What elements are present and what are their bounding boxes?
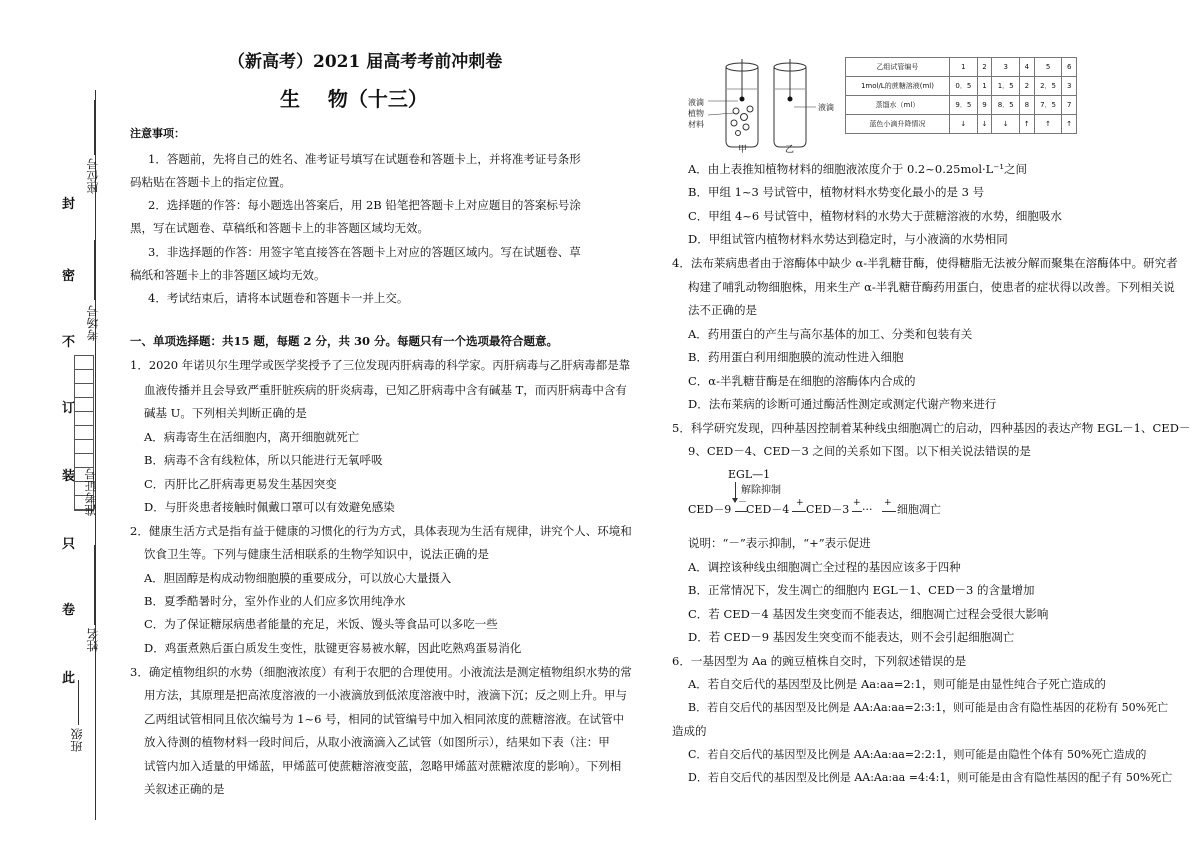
admission-number-label: 准考证号 (84, 468, 98, 516)
drop-a-icon (740, 97, 745, 102)
option-line: B．甲组 1~3 号试管中，植物材料水势变化最小的是 3 号 (688, 185, 985, 199)
table-cell: 2 (1020, 77, 1034, 96)
question-line: 构建了哺乳动物细胞株，用来生产 α-半乳糖苷酶药用蛋白，使患者的症状得以改善。下列相关说 (688, 280, 1175, 294)
legend-line: 说明：“－”表示抑制，“+”表示促进 (688, 536, 871, 550)
note-line: 3．非选择题的作答：用签字笔直接答在答题卡上对应的答题区域内。写在试题卷、草 (148, 245, 581, 259)
option-line: D．甲组试管内植物材料水势达到稳定时，与小液滴的水势相同 (688, 232, 1008, 246)
table-cell: ↓ (992, 115, 1020, 134)
table-row (846, 96, 1077, 115)
binding-char-4: 订 (62, 401, 76, 416)
option-line: B．夏季酷暑时分，室外作业的人们应多饮用纯净水 (144, 594, 406, 608)
table-row-header: 乙组试管编号 (846, 58, 950, 77)
question-line: 血液传播并且会导致严重肝脏疾病的肝炎病毒，已知乙肝病毒中含有碱基 T，而丙肝病毒中含有 (144, 383, 627, 397)
pathway-minus: － (738, 498, 748, 508)
option-line: A．由上表推知植物材料的细胞液浓度介于 0.2~0.25mol·L⁻¹之间 (688, 162, 1027, 176)
question-line: 4．法布莱病患者由于溶酶体中缺少 α-半乳糖苷酶，使得糖脂无法被分解而聚集在溶酶体中。研究者 (672, 256, 1178, 270)
table-row-header: 蒸馏水（ml） (846, 96, 950, 115)
table-cell: 4 (1020, 58, 1034, 77)
question-line: 1．2020 年诺贝尔生理学或医学奖授予了三位发现丙肝病毒的科学家。丙肝病毒与乙肝病毒都是靠 (130, 358, 631, 372)
table-cell: 7 (1062, 96, 1077, 115)
option-line: B．药用蛋白利用细胞膜的流动性进入细胞 (688, 350, 904, 364)
option-line: 造成的 (672, 724, 707, 738)
note-line: 码粘贴在答题卡上的指定位置。 (130, 175, 291, 189)
room-number-label: 考场号 (86, 305, 100, 341)
binding-char-8: 此 (62, 671, 76, 686)
option-line: B．病毒不含有线粒体，所以只能进行无氧呼吸 (144, 453, 383, 467)
question-line: 法不正确的是 (688, 303, 757, 317)
pathway-ced3: CED－3 (806, 503, 850, 516)
option-line: D．法布莱病的诊断可通过酶活性测定或测定代谢产物来进行 (688, 397, 997, 411)
table-cell: 9．5 (949, 96, 977, 115)
option-line: C．丙肝比乙肝病毒更易发生基因突变 (144, 477, 337, 491)
table-cell: 3 (1062, 77, 1077, 96)
table-row-header: 蓝色小滴升降情况 (846, 115, 950, 134)
option-line: C．甲组 4~6 号试管中，植物材料的水势大于蔗糖溶液的水势，细胞吸水 (688, 209, 1062, 223)
note-line: 黑，写在试题卷、草稿纸和答题卡上的非答题区域均无效。 (130, 221, 429, 235)
binding-char-6: 只 (62, 537, 76, 552)
option-line: A．若自交后代的基因型及比例是 Aa:aa=2:1，则可能是由显性纯合子死亡造成的 (688, 677, 1106, 691)
table-cell: 7．5 (1034, 96, 1062, 115)
question-line: 放入待测的植物材料一段时间后，从取小液滴滴入乙试管（如图所示），结果如下表（注：甲 (144, 735, 610, 749)
question-line: 5．科学研究发现，四种基因控制着某种线虫细胞凋亡的启动，四种基因的表达产物 EGL－1、CED－ (672, 421, 1191, 435)
binding-char-2: 密 (62, 269, 76, 284)
note-line: 1．答题前，先将自己的姓名、准考证号填写在试题卷和答题卡上，并将准考证号条形 (148, 152, 581, 166)
pathway-ced4: CED－4 (746, 503, 790, 516)
table-cell: 5 (1034, 58, 1062, 77)
option-line: A．药用蛋白的产生与高尔基体的加工、分类和包装有关 (688, 327, 973, 341)
note-line: 2．选择题的作答：每小题选出答案后，用 2B 铅笔把答题卡上对应题目的答案标号涂 (148, 198, 581, 212)
name-label: 姓名 (86, 628, 100, 652)
class-label: 班级 (70, 728, 84, 752)
option-line: C．若自交后代的基因型及比例是 AA:Aa:aa=2:2:1，则可能是由隐性个体有 50%死亡造成的 (688, 748, 1147, 761)
question-line: 乙两组试管相同且依次编号为 1~6 号，相同的试管编号中加入相同浓度的蔗糖溶液。在试管中 (144, 712, 625, 726)
table-cell: ↓ (949, 115, 977, 134)
pathway-arrow-3 (852, 511, 862, 512)
table-cell: 8．5 (992, 96, 1020, 115)
pathway-plus-1: + (796, 498, 804, 508)
option-line: A．调控该种线虫细胞凋亡全过程的基因应该多于四种 (688, 560, 961, 574)
question-line: 碱基 U。下列相关判断正确的是 (144, 406, 307, 420)
question-line: 2．健康生活方式是指有益于健康的习惯化的行为方式，具体表现为生活有规律，讲究个人、环境和 (130, 524, 632, 538)
note-line: 稿纸和答题卡上的非答题区域均无效。 (130, 268, 326, 282)
figure-label-drop-a: 液滴 (688, 98, 704, 107)
option-line: C．若 CED－4 基因发生突变而不能表达，细胞凋亡过程会受很大影响 (688, 607, 1049, 621)
pathway-plus-2: + (853, 498, 861, 508)
pathway-egl: EGL—1 (728, 468, 771, 481)
option-line: C．α-半乳糖苷酶是在细胞的溶酶体内合成的 (688, 374, 916, 388)
table-cell: 9 (977, 96, 991, 115)
table-row (846, 115, 1077, 134)
pathway-dots: ··· (862, 503, 873, 516)
drop-b-icon (788, 97, 793, 102)
subject-title: 生 物（十三） (280, 87, 428, 111)
table-cell: ↑ (1034, 115, 1062, 134)
seat-number-line (94, 100, 95, 155)
class-line (78, 680, 79, 725)
option-line: A．病毒寄生在活细胞内，离开细胞就死亡 (144, 430, 360, 444)
figure-label-b: 乙 (785, 145, 795, 155)
room-number-line (94, 240, 95, 300)
table-cell: 1 (949, 58, 977, 77)
table-cell: 3 (992, 58, 1020, 77)
exam-title: （新高考）2021 届高考考前冲刺卷 (228, 52, 503, 72)
table-cell: 1 (977, 77, 991, 96)
seat-number-label: 座位号 (86, 158, 100, 194)
results-table (845, 57, 1077, 134)
table-cell: ↓ (977, 115, 991, 134)
pathway-arrow-4 (882, 511, 896, 512)
option-line: D．若自交后代的基因型及比例是 AA:Aa:aa =4:4:1，则可能是由含有隐性基因的配子有 50%死亡 (688, 771, 1173, 784)
binding-char-5: 装 (62, 469, 76, 484)
binding-line (95, 90, 96, 820)
table-cell: 2．5 (1034, 77, 1062, 96)
figure-label-material: 材料 (688, 120, 704, 129)
section-heading: 一、单项选择题：共15 题，每题 2 分，共 30 分。每题只有一个选项最符合题意。 (130, 334, 559, 348)
option-line: A．胆固醇是构成动物细胞膜的重要成分，可以放心大量摄入 (144, 571, 452, 585)
option-line: D．与肝炎患者接触时佩戴口罩可以有效避免感染 (144, 500, 395, 514)
question-line: 3．确定植物组织的水势（细胞液浓度）有利于农肥的合理使用。小液流法是测定植物组织水势的常 (130, 665, 632, 679)
note-line: 4．考试结束后，请将本试题卷和答题卡一并上交。 (148, 291, 409, 305)
table-row (846, 77, 1077, 96)
question-line: 试管内加入适量的甲烯蓝，甲烯蓝可使蔗糖溶液变蓝，忽略甲烯蓝对蔗糖浓度的影响）。下列相 (144, 759, 622, 773)
option-line: B．若自交后代的基因型及比例是 AA:Aa:aa=2:3:1，则可能是由含有隐性基因的花粉有 50%死亡 (688, 701, 1169, 714)
question-line: 9、CED－4、CED－3 之间的关系如下图。以下相关说法错误的是 (688, 444, 1031, 458)
question-line: 用方法，其原理是把高浓度溶液的一小液滴放到低浓度溶液中时，液滴下沉；反之则上升。甲与 (144, 688, 627, 702)
question-line: 饮食卫生等。下列与健康生活相联系的生物学知识中，说法正确的是 (144, 547, 489, 561)
notes-heading: 注意事项： (130, 127, 185, 140)
figure-label-plant: 植物 (688, 109, 704, 118)
pathway-arrow-2 (792, 511, 806, 512)
table-cell: 1．5 (992, 77, 1020, 96)
table-cell: 0．5 (949, 77, 977, 96)
pathway-ced9: CED－9 (688, 503, 732, 516)
table-row (846, 58, 1077, 77)
binding-char-7: 卷 (62, 603, 76, 618)
name-line (94, 545, 95, 625)
option-line: B．正常情况下，发生凋亡的细胞内 EGL－1、CED－3 的含量增加 (688, 583, 1035, 597)
question-line: 6．一基因型为 Aa 的豌豆植株自交时，下列叙述错误的是 (672, 654, 967, 668)
option-line: D．若 CED－9 基因发生突变而不能表达，则不会引起细胞凋亡 (688, 630, 1015, 644)
pathway-end: 细胞凋亡 (897, 503, 941, 516)
table-cell: ↑ (1062, 115, 1077, 134)
pathway-plus-3: + (884, 498, 892, 508)
table-cell: 6 (1062, 58, 1077, 77)
option-line: D．鸡蛋煮熟后蛋白质发生变性，肽键更容易被水解，因此吃熟鸡蛋易消化 (144, 641, 522, 655)
table-cell: 2 (977, 58, 991, 77)
binding-char-3: 不 (62, 335, 76, 350)
binding-char-1: 封 (62, 197, 76, 212)
table-row-header: 1mol/L的蔗糖溶液(ml) (846, 77, 950, 96)
pathway-inhibit-label: 解除抑制 (741, 485, 781, 496)
question-line: 关叙述正确的是 (144, 782, 225, 796)
option-line: C．为了保证糖尿病患者能量的充足，米饭、馒头等食品可以多吃一些 (144, 617, 498, 631)
figure-label-drop-b: 液滴 (818, 103, 834, 112)
table-cell: ↑ (1020, 115, 1034, 134)
beaker-figure (688, 55, 838, 155)
figure-label-a: 甲 (738, 145, 748, 155)
table-cell: 8 (1020, 96, 1034, 115)
